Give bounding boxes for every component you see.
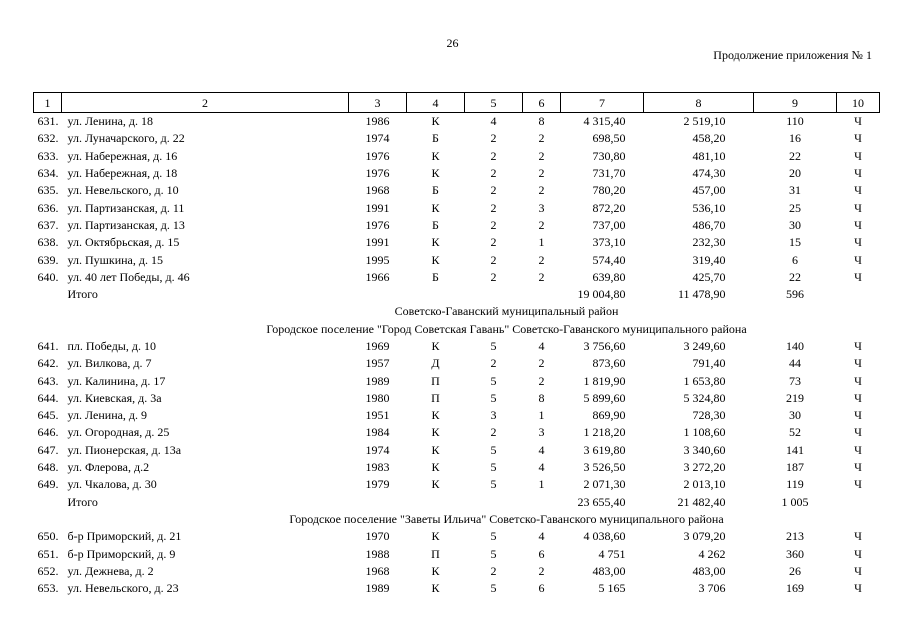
continuation-note: Продолжение приложения № 1 <box>713 48 872 62</box>
table-cell: 4 038,60 <box>583 529 626 544</box>
total-cell-empty <box>349 494 407 511</box>
table-cell: 635. <box>37 183 59 198</box>
table-cell: 1 <box>538 408 545 423</box>
table-cell: 3 079,20 <box>683 529 726 544</box>
table-cell: 4 <box>490 114 497 129</box>
table-cell: Б <box>432 131 439 146</box>
table-cell: 639. <box>37 252 59 267</box>
table-cell: 1 <box>538 477 545 492</box>
table-row <box>34 251 880 268</box>
table-cell: 5 <box>490 373 497 388</box>
table-cell: 3 706 <box>698 581 726 596</box>
table-cell: Ч <box>854 166 862 181</box>
table-cell: 5 165 <box>598 581 626 596</box>
table-cell: 1969 <box>365 339 390 353</box>
table-cell: 5 <box>490 442 497 457</box>
table-cell: 2 <box>538 373 545 388</box>
table-cell: 3 <box>490 408 497 423</box>
table-cell: 1951 <box>365 408 390 423</box>
table-cell: 634. <box>37 166 59 181</box>
table-cell: 1976 <box>365 166 390 181</box>
table-cell: Б <box>432 269 439 284</box>
table-cell: 1989 <box>365 581 390 596</box>
table-cell: 3 249,60 <box>683 339 726 353</box>
table-cell: ул. 40 лет Победы, д. 46 <box>67 269 190 284</box>
table-cell: К <box>431 442 440 457</box>
table-row <box>34 424 880 441</box>
table-cell: 319,40 <box>692 252 726 267</box>
table-cell: 2 <box>490 425 497 440</box>
table-cell: Б <box>432 183 439 198</box>
header-cell: 6 <box>523 93 561 113</box>
table-cell: 141 <box>786 442 804 457</box>
table-row <box>34 442 880 459</box>
table-cell: 637. <box>37 217 59 232</box>
table-row <box>34 182 880 199</box>
header-cell: 7 <box>561 93 644 113</box>
table-cell: 1974 <box>365 442 390 457</box>
table-cell: Ч <box>854 390 862 405</box>
table-cell: 20 <box>789 166 801 181</box>
table-cell: 2 071,30 <box>583 477 626 492</box>
table-cell: 52 <box>789 425 801 440</box>
table-cell: ул. Вилкова, д. 7 <box>67 356 152 371</box>
total-living-area: 11 478,90 <box>677 287 726 302</box>
table-cell: 2 <box>490 563 497 578</box>
table-cell: К <box>431 200 440 215</box>
table-body <box>34 93 880 598</box>
table-cell: 3 <box>538 200 545 215</box>
table-cell: 536,10 <box>692 200 726 215</box>
table-row <box>34 390 880 407</box>
table-cell: К <box>431 252 440 267</box>
table-cell: К <box>431 339 440 353</box>
table-cell: 2 <box>490 200 497 215</box>
table-cell: ул. Киевская, д. 3а <box>67 390 162 405</box>
total-residents: 596 <box>786 287 804 302</box>
table-row <box>34 130 880 147</box>
table-cell: 737,00 <box>592 217 626 232</box>
total-row <box>34 286 880 303</box>
table-cell: 26 <box>789 563 801 578</box>
table-cell: К <box>431 408 440 423</box>
table-cell: 4 <box>538 442 545 457</box>
table-cell: К <box>431 529 440 544</box>
table-cell: 483,00 <box>592 563 626 578</box>
table-cell: Ч <box>854 235 862 250</box>
table-cell: ул. Ленина, д. 18 <box>67 114 154 129</box>
table-cell: 643. <box>37 373 59 388</box>
section-subtitle: Городское поселение "Заветы Ильича" Советско-Гаванского муниципального района <box>289 511 724 526</box>
table-cell: Ч <box>854 408 862 423</box>
table-cell: 2 <box>538 217 545 232</box>
table-cell: К <box>431 581 440 596</box>
table-cell: 483,00 <box>692 563 726 578</box>
table-cell: 1991 <box>365 235 390 250</box>
table-cell: 2 <box>538 356 545 371</box>
table-cell: 31 <box>789 183 801 198</box>
table-cell: 633. <box>37 148 59 163</box>
table-cell: 2 <box>538 563 545 578</box>
table-cell: Ч <box>854 148 862 163</box>
table-cell: 2 <box>538 148 545 163</box>
table-cell: 4 315,40 <box>583 114 626 129</box>
total-cell-empty <box>523 286 561 303</box>
total-label: Итого <box>67 287 98 302</box>
table-cell: 636. <box>37 200 59 215</box>
table-cell: 698,50 <box>592 131 626 146</box>
table-cell: 4 <box>538 529 545 544</box>
table-cell: 219 <box>786 390 804 405</box>
table-cell: К <box>431 235 440 250</box>
table-cell: 458,20 <box>692 131 726 146</box>
table-cell: 574,40 <box>592 252 626 267</box>
table-cell: 1 819,90 <box>583 373 626 388</box>
housing-table <box>33 92 880 597</box>
table-cell: ул. Пионерская, д. 13а <box>67 442 182 457</box>
table-cell: П <box>431 373 440 388</box>
table-cell: ул. Октябрьская, д. 15 <box>67 235 180 250</box>
table-cell: 1979 <box>365 477 390 492</box>
total-area: 23 655,40 <box>577 494 626 509</box>
table-row <box>34 148 880 165</box>
table-cell: 2 <box>538 269 545 284</box>
table-cell: 187 <box>786 460 804 475</box>
table-cell: 1991 <box>365 200 390 215</box>
table-cell: 1957 <box>365 356 390 371</box>
table-cell: Ч <box>854 460 862 475</box>
header-row <box>34 93 880 113</box>
table-cell: 232,30 <box>692 235 726 250</box>
total-cell-empty <box>837 286 880 303</box>
table-cell: 169 <box>786 581 804 596</box>
table-cell: 640. <box>37 269 59 284</box>
table-cell: 1968 <box>365 563 390 578</box>
table-cell: Ч <box>854 269 862 284</box>
table-cell: 2 013,10 <box>683 477 726 492</box>
table-cell: 3 272,20 <box>683 460 726 475</box>
table-cell: 2 <box>538 183 545 198</box>
table-cell: 653. <box>37 581 59 596</box>
table-row <box>34 407 880 424</box>
table-cell: 730,80 <box>592 148 626 163</box>
table-cell: 4 <box>538 339 545 353</box>
table-cell: Ч <box>854 373 862 388</box>
total-cell-empty <box>34 286 62 303</box>
table-cell: 2 <box>490 183 497 198</box>
total-cell-empty <box>523 494 561 511</box>
table-cell: 2 519,10 <box>683 114 726 129</box>
table-cell: 474,30 <box>692 166 726 181</box>
table-cell: 4 262 <box>698 546 726 561</box>
table-cell: 873,60 <box>592 356 626 371</box>
header-cell: 9 <box>754 93 837 113</box>
table-row <box>34 459 880 476</box>
table-cell: пл. Победы, д. 10 <box>67 339 156 353</box>
table-cell: 110 <box>786 114 804 129</box>
table-cell: 780,20 <box>592 183 626 198</box>
housing-table-container <box>33 92 879 597</box>
table-cell: 869,90 <box>592 408 626 423</box>
header-cell: 3 <box>349 93 407 113</box>
table-cell: Ч <box>854 217 862 232</box>
table-row <box>34 528 880 545</box>
table-cell: 638. <box>37 235 59 250</box>
table-cell: 651. <box>37 546 59 561</box>
table-cell: 5 <box>490 581 497 596</box>
total-label: Итого <box>67 494 98 509</box>
table-cell: 3 340,60 <box>683 442 726 457</box>
total-cell-empty <box>465 494 523 511</box>
table-cell: 30 <box>789 408 801 423</box>
table-cell: ул. Луначарского, д. 22 <box>67 131 185 146</box>
table-cell: 22 <box>789 148 801 163</box>
table-cell: 481,10 <box>692 148 726 163</box>
table-cell: 5 <box>490 390 497 405</box>
table-cell: ул. Пушкина, д. 15 <box>67 252 163 267</box>
table-cell: 2 <box>490 166 497 181</box>
table-cell: 5 <box>490 529 497 544</box>
header-cell: 4 <box>407 93 465 113</box>
table-cell: Ч <box>854 356 862 371</box>
table-cell: 5 <box>490 477 497 492</box>
table-cell: К <box>431 563 440 578</box>
table-cell: К <box>431 460 440 475</box>
table-cell: 649. <box>37 477 59 492</box>
table-cell: 1970 <box>365 529 390 544</box>
table-cell: 1984 <box>365 425 390 440</box>
table-cell: 642. <box>37 356 59 371</box>
table-cell: 1986 <box>365 114 390 129</box>
table-cell: ул. Невельского, д. 23 <box>67 581 179 596</box>
table-cell: 5 <box>490 546 497 561</box>
table-cell: 2 <box>490 148 497 163</box>
table-cell: Ч <box>854 529 862 544</box>
table-row <box>34 234 880 251</box>
table-row <box>34 580 880 597</box>
table-row <box>34 199 880 216</box>
total-cell-empty <box>837 494 880 511</box>
table-cell: 8 <box>538 114 545 129</box>
table-cell: ул. Калинина, д. 17 <box>67 373 166 388</box>
section-subtitle-row <box>34 321 880 338</box>
table-cell: 486,70 <box>692 217 726 232</box>
table-cell: 73 <box>789 373 801 388</box>
table-cell: ул. Дежнева, д. 2 <box>67 563 154 578</box>
table-row <box>34 563 880 580</box>
table-row <box>34 113 880 131</box>
table-cell: 2 <box>490 217 497 232</box>
table-cell: 645. <box>37 408 59 423</box>
table-cell: ул. Партизанская, д. 13 <box>67 217 185 232</box>
table-cell: Ч <box>854 477 862 492</box>
table-cell: 44 <box>789 356 801 371</box>
table-cell: 25 <box>789 200 801 215</box>
table-cell: 731,70 <box>592 166 626 181</box>
table-cell: 3 756,60 <box>583 339 626 353</box>
table-cell: ул. Набережная, д. 18 <box>67 166 178 181</box>
table-cell: 1976 <box>365 148 390 163</box>
table-cell: 2 <box>490 269 497 284</box>
table-cell: 641. <box>37 339 59 353</box>
table-cell: К <box>431 114 440 129</box>
total-row <box>34 494 880 511</box>
table-cell: 3 <box>538 425 545 440</box>
total-living-area: 21 482,40 <box>677 494 726 509</box>
total-cell-empty <box>465 286 523 303</box>
table-cell: К <box>431 148 440 163</box>
table-cell: 632. <box>37 131 59 146</box>
table-cell: 457,00 <box>692 183 726 198</box>
table-cell: Ч <box>854 200 862 215</box>
table-cell: ул. Невельского, д. 10 <box>67 183 179 198</box>
table-cell: 22 <box>789 269 801 284</box>
table-cell: 6 <box>538 546 545 561</box>
total-cell-empty <box>407 286 465 303</box>
table-cell: 1 <box>538 235 545 250</box>
table-row <box>34 269 880 286</box>
table-cell: 650. <box>37 529 59 544</box>
table-cell: 6 <box>538 581 545 596</box>
table-cell: 119 <box>786 477 804 492</box>
table-cell: 791,40 <box>692 356 726 371</box>
table-cell: 3 619,80 <box>583 442 626 457</box>
table-cell: Б <box>432 217 439 232</box>
table-cell: 1988 <box>365 546 390 561</box>
header-cell: 2 <box>62 93 349 113</box>
table-row <box>34 355 880 372</box>
section-title-row <box>34 303 880 320</box>
table-cell: 140 <box>786 339 804 353</box>
table-cell: ул. Ленина, д. 9 <box>67 408 148 423</box>
table-cell: 652. <box>37 563 59 578</box>
table-cell: ул. Партизанская, д. 11 <box>67 200 185 215</box>
table-cell: 639,80 <box>592 269 626 284</box>
table-cell: К <box>431 477 440 492</box>
table-row <box>34 545 880 562</box>
table-cell: 2 <box>490 235 497 250</box>
table-cell: 3 526,50 <box>583 460 626 475</box>
table-cell: 2 <box>490 252 497 267</box>
total-area: 19 004,80 <box>577 287 626 302</box>
table-cell: 1995 <box>365 252 390 267</box>
table-row <box>34 217 880 234</box>
table-cell: 16 <box>789 131 801 146</box>
table-cell: 4 <box>538 460 545 475</box>
table-cell: ул. Набережная, д. 16 <box>67 148 178 163</box>
table-cell: 646. <box>37 425 59 440</box>
table-cell: ул. Огородная, д. 25 <box>67 425 170 440</box>
table-cell: 648. <box>37 460 59 475</box>
total-cell-empty <box>407 494 465 511</box>
table-cell: 1980 <box>365 390 390 405</box>
page-number: 26 <box>446 36 459 50</box>
table-cell: Ч <box>854 425 862 440</box>
table-cell: 2 <box>538 252 545 267</box>
table-cell: 213 <box>786 529 804 544</box>
section-subtitle-row <box>34 511 880 528</box>
table-cell: 373,10 <box>592 235 626 250</box>
table-cell: Ч <box>854 581 862 596</box>
table-cell: П <box>431 390 440 405</box>
table-cell: Д <box>431 356 440 371</box>
table-cell: 1 108,60 <box>683 425 726 440</box>
table-cell: 5 <box>490 339 497 353</box>
table-cell: 647. <box>37 442 59 457</box>
table-cell: 1 218,20 <box>583 425 626 440</box>
table-cell: б-р Приморский, д. 21 <box>67 529 182 544</box>
table-cell: б-р Приморский, д. 9 <box>67 546 176 561</box>
table-cell: 4 751 <box>598 546 626 561</box>
table-cell: Ч <box>854 131 862 146</box>
table-cell: К <box>431 166 440 181</box>
table-cell: 631. <box>37 114 59 129</box>
section-title: Советско-Гаванский муниципальный район <box>394 304 619 319</box>
table-cell: Ч <box>854 563 862 578</box>
table-cell: ул. Чкалова, д. 30 <box>67 477 157 492</box>
header-cell: 5 <box>465 93 523 113</box>
table-cell: 15 <box>789 235 801 250</box>
table-row <box>34 476 880 493</box>
table-cell: К <box>431 425 440 440</box>
total-residents: 1 005 <box>781 494 809 509</box>
table-row <box>34 372 880 389</box>
table-cell: Ч <box>854 183 862 198</box>
table-cell: Ч <box>854 114 862 129</box>
table-cell: 5 <box>490 460 497 475</box>
table-row <box>34 165 880 182</box>
table-cell: 5 324,80 <box>683 390 726 405</box>
total-cell-empty <box>349 286 407 303</box>
header-cell: 10 <box>837 93 880 113</box>
table-cell: 872,20 <box>592 200 626 215</box>
table-cell: 1983 <box>365 460 390 475</box>
table-cell: 8 <box>538 390 545 405</box>
table-cell: 1976 <box>365 217 390 232</box>
table-cell: 2 <box>490 356 497 371</box>
table-cell: 425,70 <box>692 269 726 284</box>
table-cell: ул. Флерова, д.2 <box>67 460 150 475</box>
table-row <box>34 338 880 355</box>
header-cell: 8 <box>644 93 754 113</box>
total-cell-empty <box>34 494 62 511</box>
table-cell: Ч <box>854 546 862 561</box>
table-cell: 360 <box>786 546 804 561</box>
table-cell: Ч <box>854 339 862 353</box>
table-cell: 5 899,60 <box>583 390 626 405</box>
table-cell: Ч <box>854 442 862 457</box>
table-cell: 2 <box>538 166 545 181</box>
table-cell: 1989 <box>365 373 390 388</box>
table-cell: 2 <box>490 131 497 146</box>
header-cell: 1 <box>34 93 62 113</box>
table-cell: 1 653,80 <box>683 373 726 388</box>
table-cell: 6 <box>792 252 798 267</box>
table-cell: 1966 <box>365 269 390 284</box>
table-cell: 2 <box>538 131 545 146</box>
table-cell: П <box>431 546 440 561</box>
table-cell: 1968 <box>365 183 390 198</box>
table-cell: 30 <box>789 217 801 232</box>
section-subtitle: Городское поселение "Город Советская Гавань" Советско-Гаванского муниципального района <box>266 321 747 336</box>
table-cell: Ч <box>854 252 862 267</box>
table-cell: 644. <box>37 390 59 405</box>
table-cell: 1974 <box>365 131 390 146</box>
table-cell: 728,30 <box>692 408 726 423</box>
